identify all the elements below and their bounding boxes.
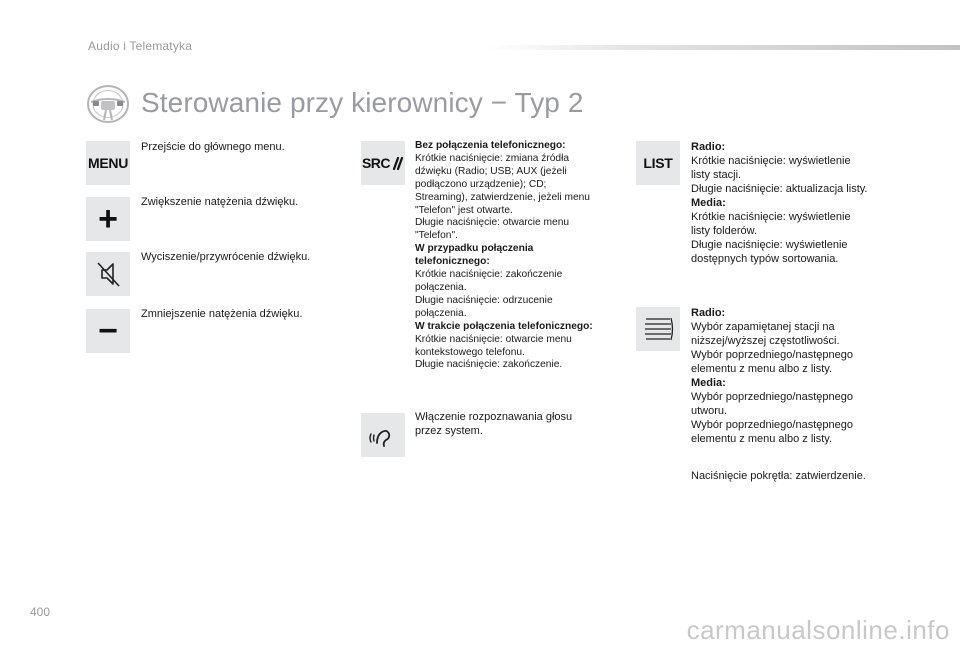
list-button — [636, 141, 680, 185]
section-header: Audio i Telematyka — [88, 39, 193, 53]
src-line: Bez połączenia telefonicznego: — [415, 140, 566, 151]
page-title: Sterowanie przy kierownicy − Typ 2 — [141, 87, 584, 118]
list-line: Krótkie naciśnięcie: wyświetlenie — [691, 155, 851, 167]
phone-icon — [392, 156, 404, 170]
steering-wheel-icon — [86, 84, 130, 124]
wheel-description — [691, 306, 853, 446]
voice-line: Włączenie rozpoznawania głosu — [415, 411, 573, 423]
wheel-line: Wybór poprzedniego/następnego — [691, 391, 853, 403]
src-description — [415, 140, 593, 372]
watermark: carmanualsonline.info — [686, 615, 950, 645]
src-button — [361, 141, 405, 185]
list-line: listy stacji. — [691, 169, 742, 181]
src-line: kontekstowego telefonu. — [415, 346, 525, 358]
wheel-line: utworu. — [691, 405, 728, 417]
volume-down-button — [86, 309, 130, 353]
src-line: połączenia. — [415, 281, 467, 293]
wheel-line: Wybór poprzedniego/następnego — [691, 419, 853, 431]
menu-description: Przejście do głównego menu. — [141, 141, 285, 153]
wheel-press-description: Naciśnięcie pokrętła: zatwierdzenie. — [691, 470, 866, 482]
src-line: "Telefon". — [415, 230, 458, 242]
wheel-line: Wybór poprzedniego/następnego — [691, 349, 853, 361]
mute-icon — [94, 259, 122, 289]
minus-icon: − — [98, 312, 118, 350]
list-line: Długie naciśnięcie: aktualizacja listy. — [691, 183, 868, 195]
header-divider — [488, 45, 960, 50]
voice-line: przez system. — [415, 425, 483, 437]
src-line: podłączono urządzenie); CD; — [415, 178, 547, 190]
menu-button — [86, 141, 130, 185]
volume-down-description: Zmniejszenie natężenia dźwięku. — [141, 308, 303, 320]
page-number: 400 — [30, 605, 51, 619]
list-line: listy folderów. — [691, 225, 758, 237]
voice-button — [361, 413, 405, 457]
wheel-line: elementu z menu albo z listy. — [691, 433, 833, 445]
list-button-label: LIST — [643, 155, 673, 171]
scroll-wheel-button — [636, 307, 680, 351]
src-line: Krótkie naciśnięcie: otwarcie menu — [415, 333, 572, 345]
thumbwheel-icon — [642, 314, 674, 344]
list-line: Radio: — [691, 141, 726, 153]
wheel-line: elementu z menu albo z listy. — [691, 363, 833, 375]
list-line: Media: — [691, 197, 726, 209]
src-line: Długie naciśnięcie: zakończenie. — [415, 359, 563, 371]
volume-up-description: Zwiększenie natężenia dźwięku. — [141, 196, 299, 208]
src-line: W trakcie połączenia telefonicznego: — [415, 320, 593, 332]
voice-recognition-icon — [368, 421, 398, 449]
src-line: Krótkie naciśnięcie: zmiana źródła — [415, 152, 570, 164]
src-line: W przypadku połączenia — [415, 243, 534, 255]
plus-icon: + — [98, 200, 118, 238]
wheel-line: Radio: — [691, 307, 726, 319]
voice-description — [415, 410, 572, 438]
wheel-line: niższej/wyższej częstotliwości. — [691, 335, 840, 347]
mute-description: Wyciszenie/przywrócenie dźwięku. — [141, 251, 311, 263]
list-line: dostępnych typów sortowania. — [691, 253, 839, 265]
wheel-line: Wybór zapamiętanej stacji na — [691, 321, 835, 333]
src-line: Krótkie naciśnięcie: zakończenie — [415, 269, 563, 281]
src-line: Streaming), zatwierdzenie, jeżeli menu — [415, 191, 590, 203]
src-line: "Telefon" jest otwarte. — [415, 204, 513, 216]
wheel-line: Media: — [691, 377, 726, 389]
list-description — [691, 140, 868, 266]
src-line: połączenia. — [415, 307, 467, 319]
src-line: Długie naciśnięcie: otwarcie menu — [415, 217, 570, 229]
src-button-label: SRC — [361, 155, 391, 171]
src-line: dźwięku (Radio; USB; AUX (jeżeli — [415, 165, 567, 177]
src-line: telefonicznego: — [415, 256, 490, 268]
volume-up-button — [86, 197, 130, 241]
src-line: Długie naciśnięcie: odrzucenie — [415, 294, 553, 306]
menu-button-label: MENU — [87, 155, 129, 171]
list-line: Krótkie naciśnięcie: wyświetlenie — [691, 211, 851, 223]
mute-button — [86, 252, 130, 296]
list-line: Długie naciśnięcie: wyświetlenie — [691, 239, 848, 251]
